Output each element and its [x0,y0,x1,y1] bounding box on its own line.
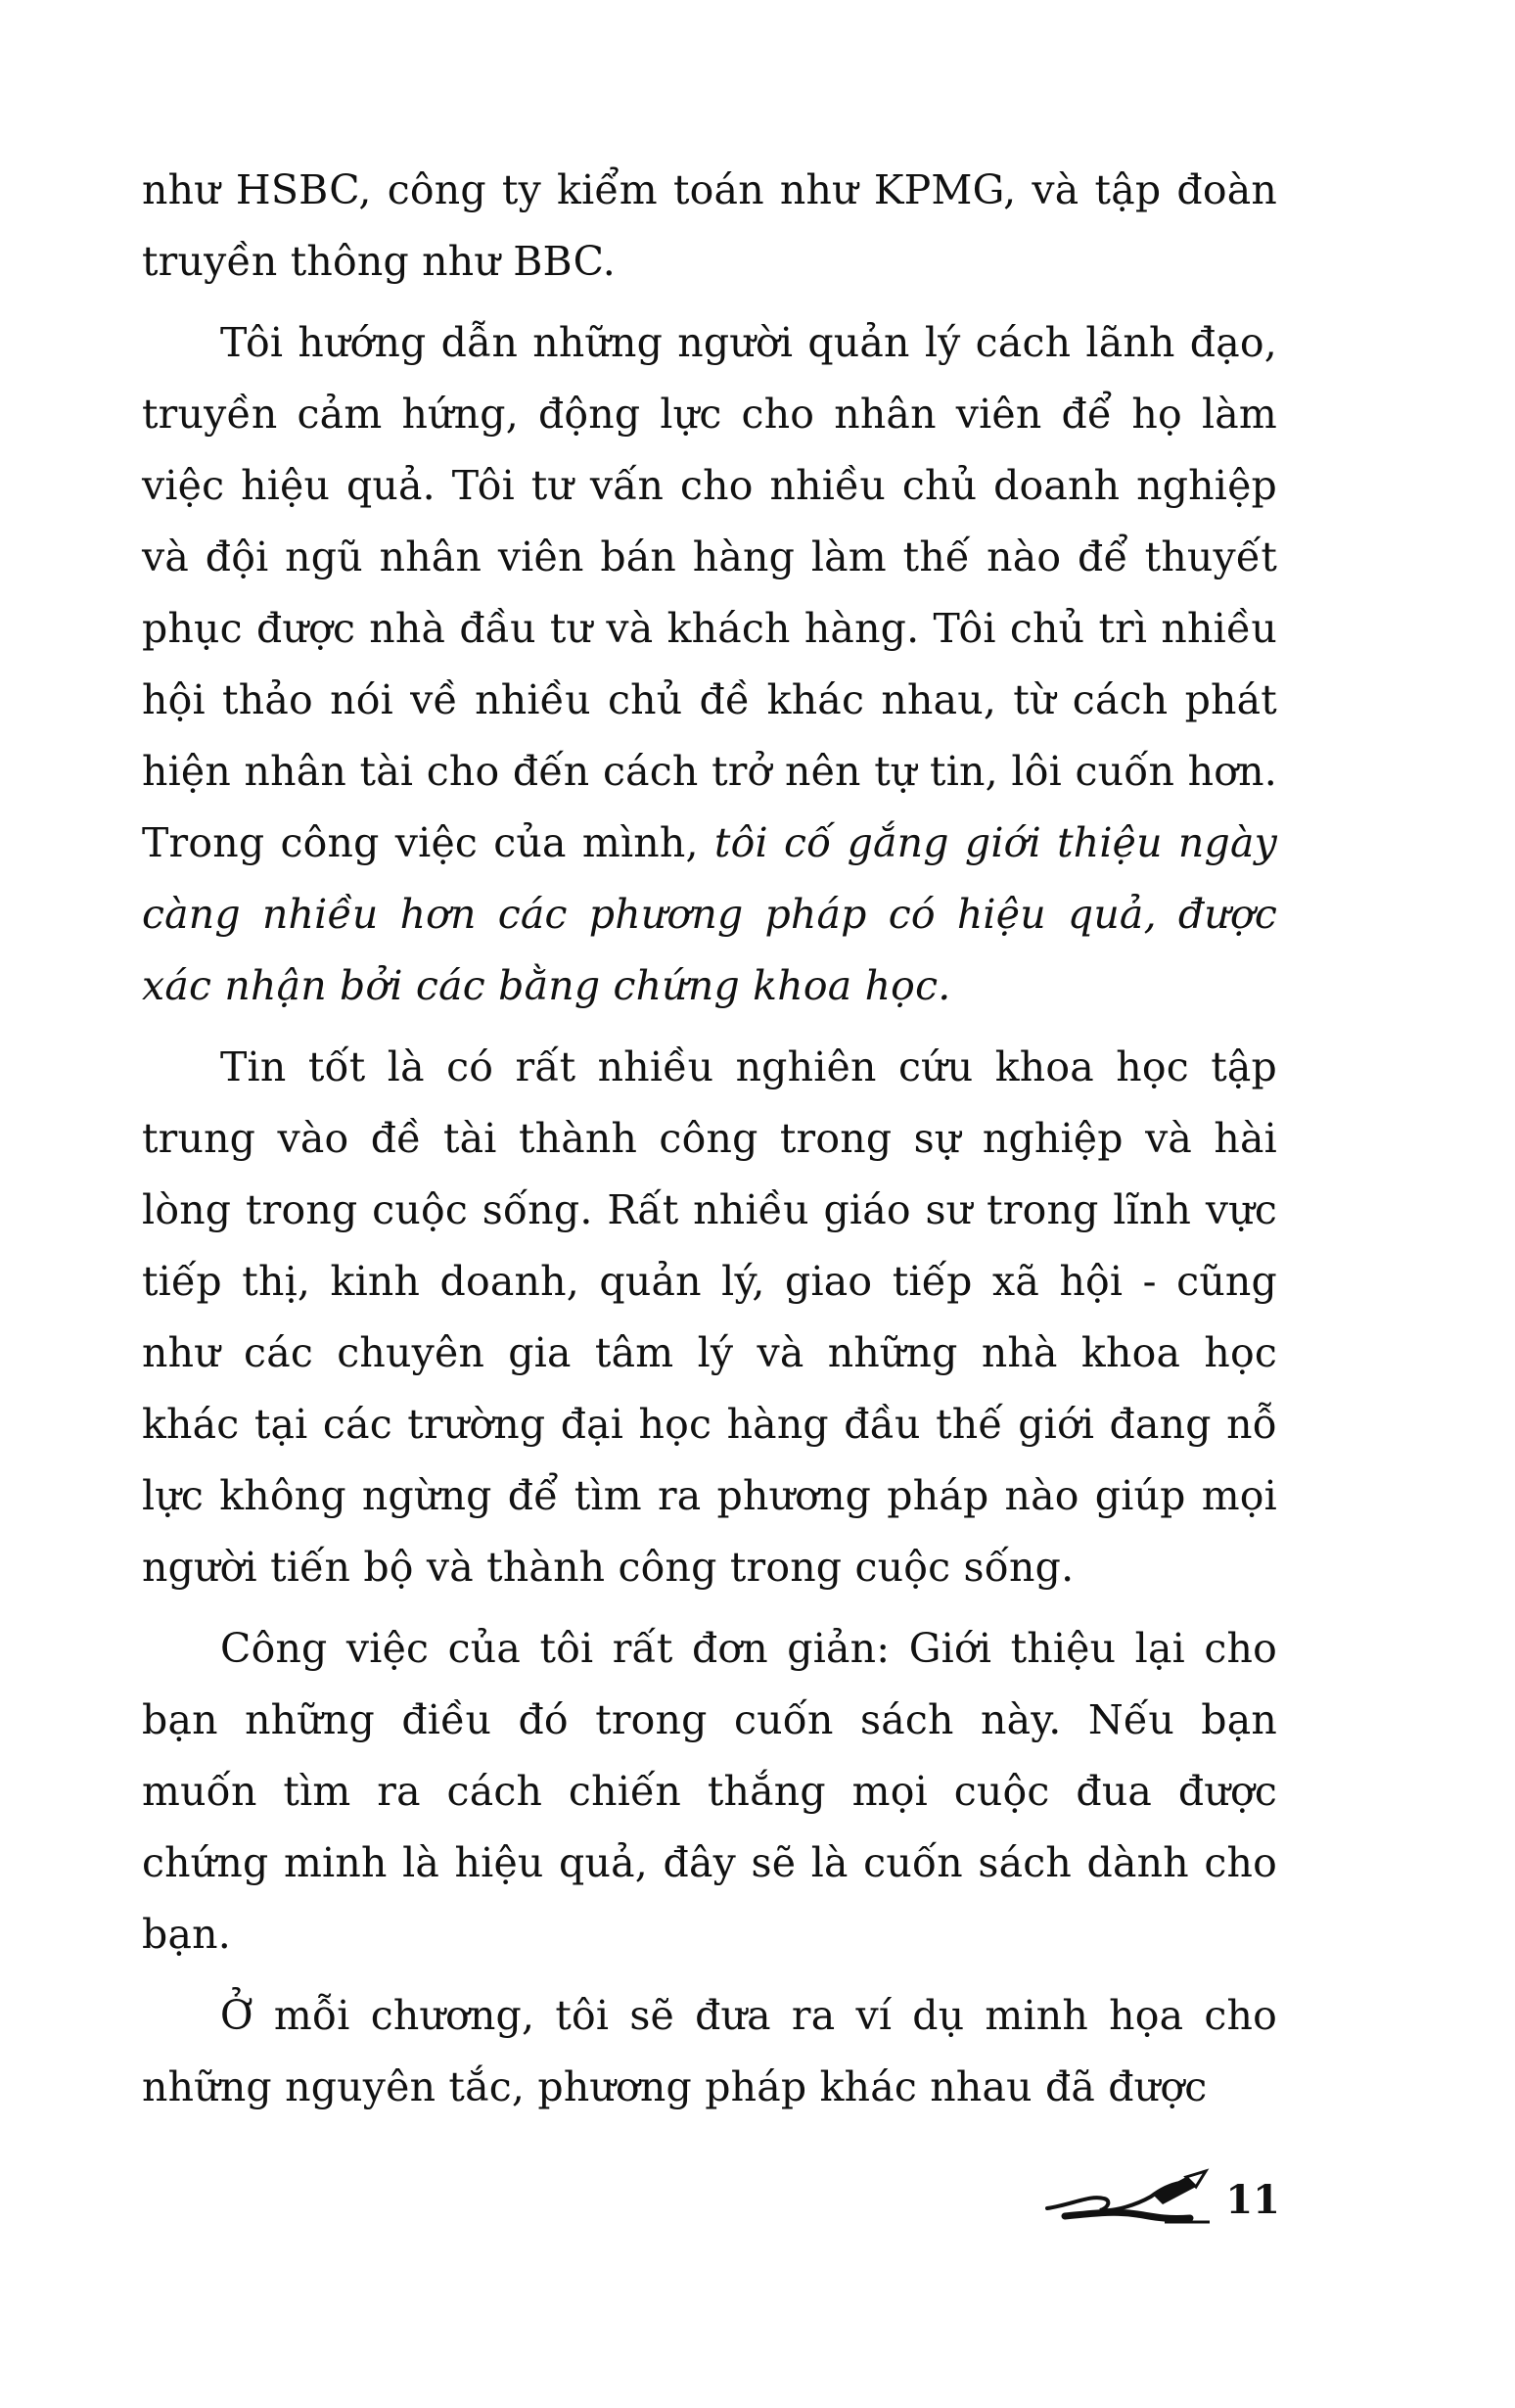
paragraph-1 [142,155,1277,298]
body-text [142,155,1277,2123]
paragraph-4 [142,1613,1277,1970]
paragraph-5-text: Ở mỗi chương, tôi sẽ đưa ra ví dụ minh họa cho những nguyên tắc, phương pháp khác nhau đã được [142,1992,1277,2110]
pen-flourish-icon [1043,2165,1219,2236]
paragraph-1-text: như HSBC, công ty kiểm toán như KPMG, và tập đoàn truyền thông như BBC. [142,166,1277,285]
page-number: 11 [1225,2177,1280,2223]
paragraph-5 [142,1980,1277,2123]
page-footer [1043,2165,1280,2236]
paragraph-3-text: Tin tốt là có rất nhiều nghiên cứu khoa học tập trung vào đề tài thành công trong sự nghiệp và hài lòng trong cuộc sống. Rất nhiều giáo sư trong lĩnh vực tiếp thị, kinh doanh, quản lý, giao tiếp xã hội - cũng như các chuyên gia tâm lý và những nhà khoa học khác tại các trường đại học hàng đầu thế giới đang nỗ lực không ngừng để tìm ra phương pháp nào giúp mọi người tiến bộ và thành công trong cuộc sống. [142,1043,1277,1591]
paragraph-2 [142,307,1277,1022]
paragraph-4-text: Công việc của tôi rất đơn giản: Giới thiệu lại cho bạn những điều đó trong cuốn sách này. Nếu bạn muốn tìm ra cách chiến thắng mọi cuộc đua được chứng minh là hiệu quả, đây sẽ là cuốn sách dành cho bạn. [142,1625,1277,1958]
paragraph-3 [142,1032,1277,1603]
paragraph-2-italic-text: tôi cố gắng giới thiệu ngày càng nhiều hơn các phương pháp có hiệu quả, được xác nhận bởi các bằng chứng khoa học. [142,819,1277,1009]
paragraph-2-text: Tôi hướng dẫn những người quản lý cách lãnh đạo, truyền cảm hứng, động lực cho nhân viên để họ làm việc hiệu quả. Tôi tư vấn cho nhiều chủ doanh nghiệp và đội ngũ nhân viên bán hàng làm thế nào để thuyết phục được nhà đầu tư và khách hàng. Tôi chủ trì nhiều hội thảo nói về nhiều chủ đề khác nhau, từ cách phát hiện nhân tài cho đến cách trở nên tự tin, lôi cuốn hơn. Trong công việc của mình, [142,319,1277,866]
